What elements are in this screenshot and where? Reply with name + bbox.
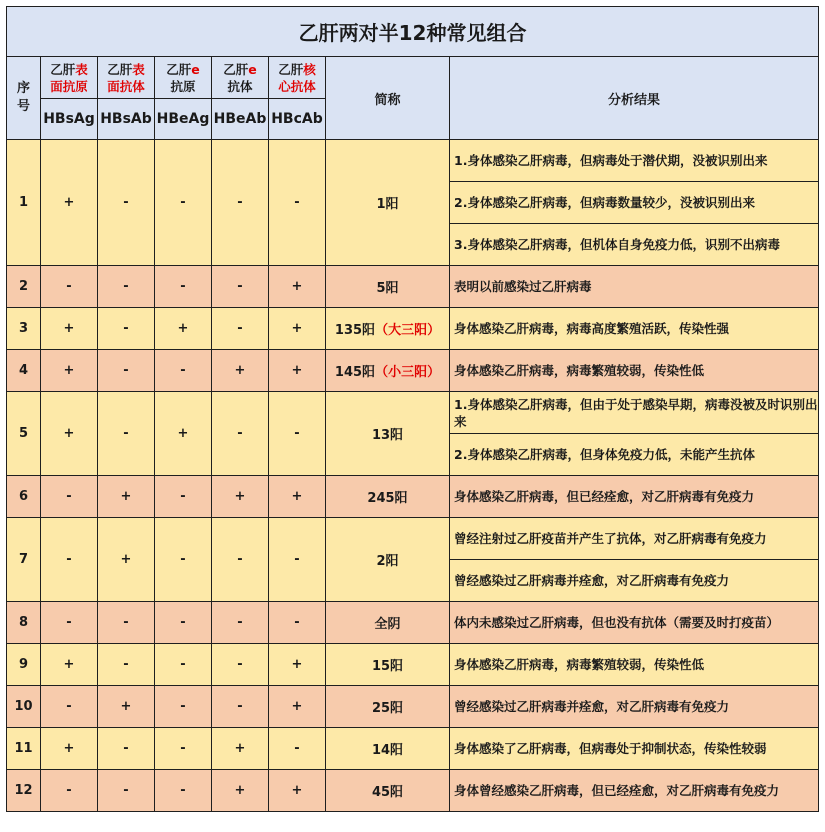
short-name-note: （大三阳） xyxy=(375,323,441,338)
marker-result: - xyxy=(155,476,212,518)
analysis-result: 1.身体感染乙肝病毒，但病毒处于潜伏期，没被识别出来 xyxy=(450,140,819,182)
marker-result: - xyxy=(212,518,269,602)
marker-result: - xyxy=(41,518,98,602)
analysis-result: 身体感染乙肝病毒，病毒高度繁殖活跃，传染性强 xyxy=(450,308,819,350)
analysis-result: 曾经感染过乙肝病毒并痊愈，对乙肝病毒有免疫力 xyxy=(450,560,819,602)
short-name xyxy=(326,266,450,308)
short-name-text: 245阳 xyxy=(367,491,408,506)
header-result: 分析结果 xyxy=(450,57,819,140)
table-row xyxy=(7,728,819,770)
marker-result: - xyxy=(155,686,212,728)
marker-result: - xyxy=(155,770,212,812)
marker-result: + xyxy=(269,644,326,686)
marker-result: + xyxy=(269,266,326,308)
table-row xyxy=(7,266,819,308)
marker-result: + xyxy=(212,770,269,812)
short-name-text: 13阳 xyxy=(371,428,404,443)
table-row xyxy=(7,350,819,392)
short-name-text: 2阳 xyxy=(376,554,399,569)
short-name-text: 135阳 xyxy=(334,323,376,338)
header-marker-name xyxy=(41,57,98,99)
marker-result: - xyxy=(155,518,212,602)
header-marker-line2: 面抗体 xyxy=(107,78,145,94)
marker-result: - xyxy=(212,602,269,644)
marker-result: - xyxy=(269,602,326,644)
marker-result: - xyxy=(212,686,269,728)
row-index: 5 xyxy=(7,392,41,476)
marker-result: - xyxy=(98,140,155,266)
marker-result: - xyxy=(41,770,98,812)
marker-result: - xyxy=(155,644,212,686)
marker-result: + xyxy=(155,392,212,476)
short-name xyxy=(326,770,450,812)
header-marker-prefix: 乙肝 xyxy=(278,61,304,77)
header-marker-line2: 心抗体 xyxy=(278,78,316,94)
short-name xyxy=(326,518,450,602)
header-marker-line2: 抗原 xyxy=(170,78,196,94)
row-index: 1 xyxy=(7,140,41,266)
marker-result: + xyxy=(41,644,98,686)
header-marker-code: HBeAg xyxy=(155,99,212,140)
short-name-text: 25阳 xyxy=(371,701,404,716)
header-marker-accent: e xyxy=(248,61,257,77)
table-row xyxy=(7,644,819,686)
row-index: 10 xyxy=(7,686,41,728)
short-name xyxy=(326,686,450,728)
header-marker-accent: 表 xyxy=(132,61,145,77)
short-name xyxy=(326,728,450,770)
row-index: 12 xyxy=(7,770,41,812)
header-marker-line1 xyxy=(41,61,97,78)
header-marker-accent: 表 xyxy=(75,61,88,77)
marker-result: - xyxy=(212,308,269,350)
marker-result: - xyxy=(98,350,155,392)
analysis-result: 体内未感染过乙肝病毒，但也没有抗体（需要及时打疫苗） xyxy=(450,602,819,644)
table-row xyxy=(7,392,819,434)
marker-result: + xyxy=(269,476,326,518)
header-marker-line1 xyxy=(212,61,268,78)
marker-result: - xyxy=(269,392,326,476)
marker-result: - xyxy=(155,140,212,266)
header-marker-prefix: 乙肝 xyxy=(166,61,192,77)
short-name xyxy=(326,350,450,392)
header-marker-code: HBeAb xyxy=(212,99,269,140)
marker-result: - xyxy=(98,266,155,308)
header-marker-code: HBsAg xyxy=(41,99,98,140)
header-marker-code: HBsAb xyxy=(98,99,155,140)
marker-result: - xyxy=(269,518,326,602)
header-marker-name xyxy=(155,57,212,99)
row-index: 2 xyxy=(7,266,41,308)
short-name-text: 5阳 xyxy=(376,281,399,296)
marker-result: - xyxy=(212,644,269,686)
header-marker-name xyxy=(212,57,269,99)
header-marker-prefix: 乙肝 xyxy=(50,61,76,77)
header-marker-line2: 面抗原 xyxy=(50,78,88,94)
short-name xyxy=(326,392,450,476)
marker-result: + xyxy=(41,728,98,770)
short-name-text: 1阳 xyxy=(376,197,399,212)
header-marker-line1 xyxy=(98,61,154,78)
short-name xyxy=(326,140,450,266)
short-name-text: 14阳 xyxy=(371,743,404,758)
marker-result: - xyxy=(98,392,155,476)
short-name-text: 45阳 xyxy=(371,785,404,800)
short-name-text: 全阴 xyxy=(374,617,401,632)
row-index: 7 xyxy=(7,518,41,602)
marker-result: - xyxy=(155,728,212,770)
marker-result: - xyxy=(155,350,212,392)
marker-result: + xyxy=(155,308,212,350)
marker-result: - xyxy=(212,266,269,308)
analysis-result: 3.身体感染乙肝病毒，但机体自身免疫力低，识别不出病毒 xyxy=(450,224,819,266)
marker-result: - xyxy=(98,644,155,686)
marker-result: + xyxy=(212,728,269,770)
header-marker-line1 xyxy=(269,61,325,78)
analysis-result: 身体曾经感染乙肝病毒，但已经痊愈，对乙肝病毒有免疫力 xyxy=(450,770,819,812)
marker-result: - xyxy=(269,140,326,266)
marker-result: - xyxy=(41,686,98,728)
marker-result: + xyxy=(41,392,98,476)
marker-result: + xyxy=(269,350,326,392)
marker-result: + xyxy=(269,686,326,728)
row-index: 3 xyxy=(7,308,41,350)
table-title: 乙肝两对半12种常见组合 xyxy=(7,7,819,57)
marker-result: + xyxy=(98,476,155,518)
marker-result: + xyxy=(269,770,326,812)
hbv-combination-table xyxy=(6,6,819,812)
marker-result: - xyxy=(98,308,155,350)
analysis-result: 1.身体感染乙肝病毒，但由于处于感染早期，病毒没被及时识别出来 xyxy=(450,392,819,434)
header-marker-prefix: 乙肝 xyxy=(107,61,133,77)
table-row xyxy=(7,602,819,644)
marker-result: - xyxy=(155,266,212,308)
analysis-result: 身体感染乙肝病毒，病毒繁殖较弱，传染性低 xyxy=(450,350,819,392)
marker-result: - xyxy=(212,140,269,266)
marker-result: + xyxy=(41,140,98,266)
row-index: 4 xyxy=(7,350,41,392)
analysis-result: 身体感染乙肝病毒，但已经痊愈，对乙肝病毒有免疫力 xyxy=(450,476,819,518)
header-index xyxy=(7,57,41,140)
short-name xyxy=(326,308,450,350)
analysis-result: 曾经注射过乙肝疫苗并产生了抗体，对乙肝病毒有免疫力 xyxy=(450,518,819,560)
marker-result: + xyxy=(269,308,326,350)
marker-result: + xyxy=(98,518,155,602)
header-index-label: 序号 xyxy=(16,81,30,114)
header-marker-prefix: 乙肝 xyxy=(223,61,249,77)
marker-result: + xyxy=(41,350,98,392)
header-marker-accent: 核 xyxy=(303,61,316,77)
marker-result: - xyxy=(98,770,155,812)
marker-result: - xyxy=(41,602,98,644)
short-name-note: （小三阳） xyxy=(375,365,441,380)
row-index: 6 xyxy=(7,476,41,518)
marker-result: - xyxy=(212,392,269,476)
header-marker-name xyxy=(269,57,326,99)
marker-result: - xyxy=(98,602,155,644)
header-marker-line2: 抗体 xyxy=(227,78,253,94)
table-row xyxy=(7,686,819,728)
marker-result: - xyxy=(155,602,212,644)
hbv-table-sheet xyxy=(6,6,818,828)
marker-result: + xyxy=(98,686,155,728)
short-name xyxy=(326,602,450,644)
row-index: 8 xyxy=(7,602,41,644)
header-marker-accent: e xyxy=(191,61,200,77)
row-index: 11 xyxy=(7,728,41,770)
header-marker-name xyxy=(98,57,155,99)
analysis-result: 曾经感染过乙肝病毒并痊愈，对乙肝病毒有免疫力 xyxy=(450,686,819,728)
table-row xyxy=(7,476,819,518)
short-name xyxy=(326,644,450,686)
short-name-text: 15阳 xyxy=(371,659,404,674)
short-name-text: 145阳 xyxy=(334,365,376,380)
row-index: 9 xyxy=(7,644,41,686)
marker-result: - xyxy=(269,728,326,770)
marker-result: + xyxy=(212,350,269,392)
analysis-result: 2.身体感染乙肝病毒，但身体免疫力低，未能产生抗体 xyxy=(450,434,819,476)
marker-result: - xyxy=(98,728,155,770)
analysis-result: 表明以前感染过乙肝病毒 xyxy=(450,266,819,308)
marker-result: + xyxy=(41,308,98,350)
marker-result: - xyxy=(41,476,98,518)
analysis-result: 2.身体感染乙肝病毒，但病毒数量较少，没被识别出来 xyxy=(450,182,819,224)
table-row xyxy=(7,140,819,182)
analysis-result: 身体感染了乙肝病毒，但病毒处于抑制状态，传染性较弱 xyxy=(450,728,819,770)
table-row xyxy=(7,770,819,812)
table-row xyxy=(7,518,819,560)
analysis-result: 身体感染乙肝病毒，病毒繁殖较弱，传染性低 xyxy=(450,644,819,686)
header-short: 简称 xyxy=(326,57,450,140)
header-marker-code: HBcAb xyxy=(269,99,326,140)
header-marker-line1 xyxy=(155,61,211,78)
marker-result: - xyxy=(41,266,98,308)
short-name xyxy=(326,476,450,518)
table-row xyxy=(7,308,819,350)
marker-result: + xyxy=(212,476,269,518)
